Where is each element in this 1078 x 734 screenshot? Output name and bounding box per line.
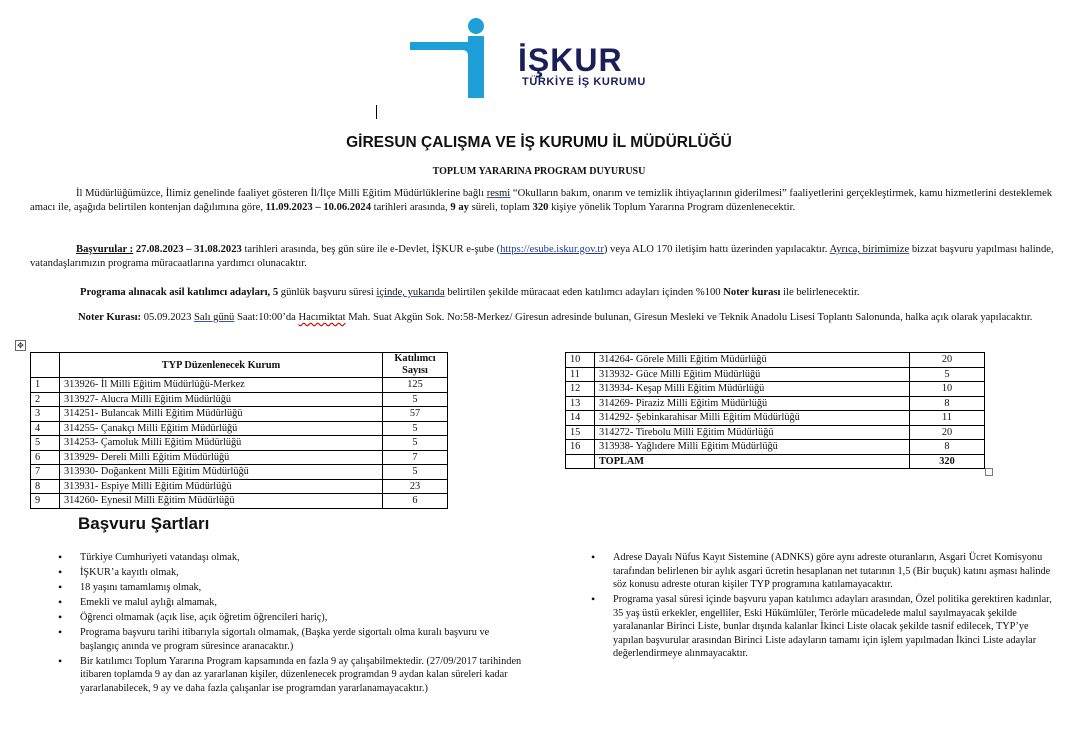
table-row [31,494,448,509]
requirement-item: • Programa başvuru tarihi itibarıyla sigortalı olmamak, (Başka yerde sigortalı olma kuralı başvuru ve başlangıç anında ve program süresince aranacaktır.) [58,626,528,653]
intro-paragraph [30,187,1054,215]
notary-date-paragraph [30,311,1054,325]
notary-date-text: Mah. Suat Akgün Sok. No:58-Merkez/ Giresun adresinde bulunan, Giresun Mesleki ve Teknik Anadolu Lisesi Toplantı Salonunda, halka açık olarak yapılacaktır. [345,312,1033,323]
notary-date-text: Saat:10:00’da [234,312,299,323]
table-row [31,392,448,407]
row-count: 125 [383,378,448,393]
institution-table-right [565,352,985,469]
row-count: 10 [910,382,985,397]
table-row [31,479,448,494]
total-value: 320 [939,455,955,467]
row-count: 7 [383,450,448,465]
intro-text: tarihleri arasında, [371,202,451,213]
notary-text: ile belirlenecektir. [780,287,860,298]
row-institution: 313931- Espiye Milli Eğitim Müdürlüğü [60,479,383,494]
notary-paragraph [30,286,1054,300]
table-row [31,436,448,451]
iskur-emblem-icon [410,16,520,98]
application-text: bizzat başvuru yapılması halinde, vatandaşlarımızın programa müracaatlarına yardımcı olunacaktır. [30,244,1054,269]
row-number: 2 [31,392,60,407]
notary-text: Programa alınacak asil katılımcı adayları, 5 [80,287,279,298]
row-number: 5 [31,436,60,451]
table-row [31,378,448,393]
row-number: 1 [31,378,60,393]
table-row [566,396,985,411]
table-row [566,440,985,455]
program-total: 320 [532,202,549,213]
notary-date-text: 05.09.2023 [141,312,195,323]
row-number: 3 [31,407,60,422]
requirement-item: • Emekli ve malul aylığı almamak, [58,596,528,610]
row-count: 6 [383,494,448,509]
row-count: 5 [383,465,448,480]
row-institution: 314251- Bulancak Milli Eğitim Müdürlüğü [60,407,383,422]
row-institution: 313929- Dereli Milli Eğitim Müdürlüğü [60,450,383,465]
row-institution: 313932- Güce Milli Eğitim Müdürlüğü [595,367,910,382]
total-label: TOPLAM [599,455,645,467]
row-count: 11 [910,411,985,426]
text-cursor [376,105,377,119]
row-number: 15 [566,425,595,440]
program-duration: 9 ay [450,202,469,213]
table-row [31,407,448,422]
row-count: 5 [910,367,985,382]
table-header-row [31,353,448,378]
row-institution: 314253- Çamoluk Milli Eğitim Müdürlüğü [60,436,383,451]
iskur-logo [410,16,680,98]
notary-date-label: Noter Kurası: [78,312,142,323]
requirements-list-left [58,551,528,697]
notary-text: belirtilen şekilde müracaat eden katılımcı adayları içinden %100 [444,287,724,298]
application-text: ) veya ALO 170 iletişim hattı üzerinden yapılacaktır. [603,244,830,255]
row-number: 8 [31,479,60,494]
requirement-item: • Programa yasal süresi içinde başvuru yapan katılımcı adayları arasından, Özel politika gerektiren kadınlar, 35 yaş üstü erkekler, engelliler, Eski Hükümlüler, Terörle mücadelede malul sayılmayacak şekilde yaralananlar Birinci Liste, bunlar dışında kalanlar İkinci Liste olacak şekilde tasnif edilecek, TYP’ye yapılan başvurular arasından Birinci Liste adayların tamamı için işlem yapılmadan İkinci Liste adaylar değerlendirmeye alınmayacaktır. [591,593,1057,661]
notary-text: günlük başvuru süresi [278,287,377,298]
intro-text: İl Müdürlüğümüzce, İlimiz genelinde faaliyet gösteren İl/İlçe Milli Eğitim Müdürlüklerine bağlı [76,188,485,199]
row-number: 16 [566,440,595,455]
row-count: 8 [910,396,985,411]
table-row [31,421,448,436]
row-count: 23 [383,479,448,494]
logo-subtitle: TÜRKİYE İŞ KURUMU [522,76,646,88]
page-subtitle: TOPLUM YARARINA PROGRAM DUYURUSU [432,166,646,177]
header-kurum: TYP Düzenlenecek Kurum [60,353,383,378]
requirement-item: • Adrese Dayalı Nüfus Kayıt Sistemine (ADNKS) göre aynı adreste oturanların, Asgari Ücret Komisyonu tarafından belirlenen bir aylık asgari ücretin hesaplanan net tutarının 1,5 (Bir buçuk) katını aşması halinde söz konusu adreste oturan kişiler TYP programına katılamayacaktır. [591,551,1057,592]
row-count: 5 [383,421,448,436]
row-number: 12 [566,382,595,397]
table-row [566,367,985,382]
row-institution: 313934- Keşap Milli Eğitim Müdürlüğü [595,382,910,397]
requirement-item: • İŞKUR’a kayıtlı olmak, [58,566,528,580]
row-number: 14 [566,411,595,426]
requirements-list-right [591,551,1057,662]
page-title: GİRESUN ÇALIŞMA VE İŞ KURUMU İL MÜDÜRLÜĞÜ [346,134,732,151]
row-institution: 313930- Doğankent Milli Eğitim Müdürlüğü [60,465,383,480]
row-count: 57 [383,407,448,422]
row-institution: 313938- Yağlıdere Milli Eğitim Müdürlüğü [595,440,910,455]
intro-text: süreli, toplam [468,202,533,213]
requirement-item: • Bir katılımcı Toplum Yararına Program kapsamında en fazla 9 ay çalışabilmektedir. (27/09/2017 tarihinden itibaren toplamda 9 ay dan az yararlanan kişiler, düzenlenecek programdan 9 aydan kalan süreleri kadar yararlanabilecek, 9 ay ve daha fazla çalışanlar ise programdan yararlanamayacaktır.) [58,655,528,696]
row-number: 11 [566,367,595,382]
table-total-row [566,454,985,469]
application-dates: 27.08.2023 – 31.08.2023 [133,244,242,255]
requirement-item: • Türkiye Cumhuriyeti vatandaşı olmak, [58,551,528,565]
table-row [566,353,985,368]
intro-text: kişiye yönelik Toplum Yararına Program düzenlenecektir. [548,202,796,213]
table-row [566,425,985,440]
intro-text-resmi: resmi [486,188,511,199]
row-institution: 314292- Şebinkarahisar Milli Eğitim Müdürlüğü [595,411,910,426]
program-dates: 11.09.2023 – 10.06.2024 [265,202,371,213]
requirement-item: • 18 yaşını tamamlamış olmak, [58,581,528,595]
row-institution: 314264- Görele Milli Eğitim Müdürlüğü [595,353,910,368]
notary-date-day: Salı günü [194,312,235,323]
row-number: 6 [31,450,60,465]
row-institution: 313926- İl Milli Eğitim Müdürlüğü-Merkez [60,378,383,393]
table-row [566,382,985,397]
application-text: tarihleri arasında, beş gün süre ile e-Devlet, İŞKUR e-şube ( [241,244,501,255]
table-row [31,450,448,465]
notary-text-icinde: içinde, yukarıda [376,287,445,298]
row-institution: 314255- Çanakçı Milli Eğitim Müdürlüğü [60,421,383,436]
institution-table-left [30,352,448,509]
row-count: 5 [383,436,448,451]
row-number: 13 [566,396,595,411]
notary-kurasi: Noter kurası [723,287,781,298]
table-row [566,411,985,426]
table-resize-handle[interactable] [985,468,993,476]
header-sayi: Katılımcı Sayısı [383,353,448,378]
requirements-title: Başvuru Şartları [78,514,210,533]
row-count: 20 [910,425,985,440]
row-count: 5 [383,392,448,407]
row-institution: 314260- Eynesil Milli Eğitim Müdürlüğü [60,494,383,509]
requirement-item: • Öğrenci olmamak (açık lise, açık öğretim öğrencileri hariç), [58,611,528,625]
row-number: 9 [31,494,60,509]
row-institution: 314272- Tirebolu Milli Eğitim Müdürlüğü [595,425,910,440]
application-label: Başvurular : [76,244,134,255]
row-number: 4 [31,421,60,436]
intro-text: “Okulların bakım, onarım ve temizlik ihtiyaçlarının giderilmesi” faaliyetlerini gerçekleştirmek, kamu hizmetlerini desteklemek amacı ile, aşağıda belirtilen kontenjan dağılımına göre, [30,188,1053,213]
row-institution: 314269- Piraziz Milli Eğitim Müdürlüğü [595,396,910,411]
notary-date-place: Hacımiktat [298,312,346,323]
application-text-ayrica: Ayrıca, birimimize [829,244,910,255]
table-move-handle-icon[interactable]: ✥ [15,340,26,351]
logo-name: İŞKUR [518,42,623,78]
row-count: 8 [910,440,985,455]
row-institution: 313927- Alucra Milli Eğitim Müdürlüğü [60,392,383,407]
row-number: 10 [566,353,595,368]
esube-link[interactable]: https://esube.iskur.gov.tr [500,244,604,255]
row-count: 20 [910,353,985,368]
row-number: 7 [31,465,60,480]
table-row [31,465,448,480]
application-paragraph [30,243,1054,271]
